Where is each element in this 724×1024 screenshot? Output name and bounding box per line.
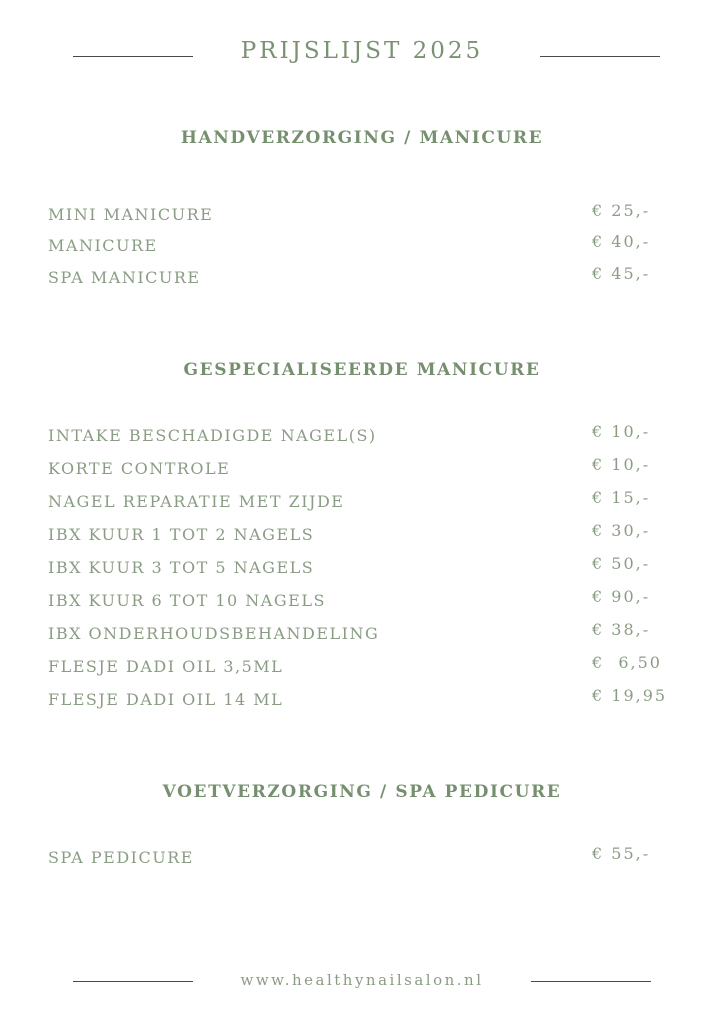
section-title-specialized-manicure: GESPECIALISEERDE MANICURE xyxy=(183,360,541,380)
item-name: IBX KUUR 6 TOT 10 NAGELS xyxy=(48,591,326,610)
price-row xyxy=(48,201,678,229)
footer-rule-right xyxy=(531,981,651,982)
item-name: MINI MANICURE xyxy=(48,205,214,224)
item-price: € 25,- xyxy=(592,201,651,220)
item-price: € 50,- xyxy=(592,554,651,573)
price-row xyxy=(48,653,678,681)
price-row xyxy=(48,686,678,714)
item-price: € 15,- xyxy=(592,488,651,507)
page-title: PRIJSLIJST 2025 xyxy=(240,38,484,64)
price-row xyxy=(48,232,678,260)
price-row xyxy=(48,554,678,582)
price-row xyxy=(48,587,678,615)
item-price: € 38,- xyxy=(592,620,651,639)
item-price: € 10,- xyxy=(592,422,651,441)
item-name: SPA PEDICURE xyxy=(48,848,194,867)
price-row xyxy=(48,620,678,648)
item-price: € 6,50 xyxy=(592,653,662,672)
section-title-manicure: HANDVERZORGING / MANICURE xyxy=(180,128,544,148)
price-row xyxy=(48,844,678,872)
price-row xyxy=(48,455,678,483)
item-price: € 55,- xyxy=(592,844,651,863)
footer-website: www.healthynailsalon.nl xyxy=(240,971,484,989)
item-name: KORTE CONTROLE xyxy=(48,459,231,478)
item-name: INTAKE BESCHADIGDE NAGEL(S) xyxy=(48,426,377,445)
item-name: IBX ONDERHOUDSBEHANDELING xyxy=(48,624,380,643)
item-name: MANICURE xyxy=(48,236,158,255)
item-name: IBX KUUR 3 TOT 5 NAGELS xyxy=(48,558,315,577)
item-price: € 19,95 xyxy=(592,686,668,705)
item-name: FLESJE DADI OIL 3,5ML xyxy=(48,657,284,676)
price-row xyxy=(48,521,678,549)
item-name: SPA MANICURE xyxy=(48,268,201,287)
item-name: IBX KUUR 1 TOT 2 NAGELS xyxy=(48,525,315,544)
item-name: NAGEL REPARATIE MET ZIJDE xyxy=(48,492,345,511)
item-price: € 30,- xyxy=(592,521,651,540)
price-row xyxy=(48,488,678,516)
price-row xyxy=(48,264,678,292)
header-rule-right xyxy=(540,56,660,57)
item-name: FLESJE DADI OIL 14 ML xyxy=(48,690,284,709)
price-row xyxy=(48,422,678,450)
item-price: € 40,- xyxy=(592,232,651,251)
item-price: € 10,- xyxy=(592,455,651,474)
item-price: € 90,- xyxy=(592,587,651,606)
section-title-pedicure: VOETVERZORGING / SPA PEDICURE xyxy=(162,782,562,802)
item-price: € 45,- xyxy=(592,264,651,283)
